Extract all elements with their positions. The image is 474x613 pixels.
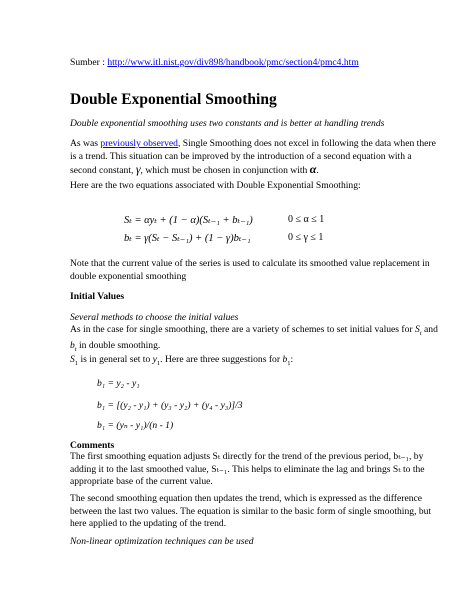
intro-end: . <box>316 165 319 176</box>
suggestion-2: b₁ = [(y₂ - y₁) + (y₃ - y₂) + (y₄ - y₃)]/3 <box>97 400 243 411</box>
b1-symbol: b <box>282 354 288 365</box>
source-line <box>70 57 440 70</box>
previously-observed-link[interactable]: previously observed <box>100 138 178 149</box>
intro-mid2: , which must be chosen in conjunction with <box>140 165 310 176</box>
comments-paragraph-1: The first smoothing equation adjusts Sₜ directly for the trend of the previous period, bₜ₋₁, by adding it to the last smoothed value, Sₜ₋₁. This helps to eliminate the lag and brings Sₜ to the appropriate base of the current value. <box>70 451 425 487</box>
initial-values-subheading: Several methods to choose the initial values <box>70 312 239 323</box>
intro-mid: , Single Smoothing does not excel in following the data when there is a trend. This situation can be improved by the introduction of a second equation with a second constant, <box>70 138 436 176</box>
gamma-symbol: γ <box>135 162 141 176</box>
initial-values-heading: Initial Values <box>70 291 125 302</box>
nonlinear-note: Non-linear optimization techniques can be used <box>70 536 254 547</box>
subtitle: Double exponential smoothing uses two constants and is better at handling trends <box>70 118 385 129</box>
page-title: Double Exponential Smoothing <box>70 91 277 108</box>
y1-symbol: y <box>152 354 157 365</box>
alpha-constraint: 0 ≤ α ≤ 1 <box>288 214 325 225</box>
suggestion-3: b₁ = (yₙ - y₁)/(n - 1) <box>97 420 174 431</box>
source-label: Sumber : <box>70 57 108 68</box>
iv-text-prefix: As in the case for single smoothing, there are a variety of schemes to set initial values for <box>70 324 416 335</box>
source-link[interactable]: http://www.itl.nist.gov/div898/handbook/pmc/section4/pmc4.htm <box>107 57 359 68</box>
s1-symbol: S <box>70 354 75 365</box>
comments-heading: Comments <box>70 440 115 451</box>
equations-intro: Here are the two equations associated with Double Exponential Smoothing: <box>70 180 361 191</box>
s1-colon: : <box>290 354 294 365</box>
iv-b-sub: t <box>74 346 77 354</box>
s1-line <box>70 354 440 370</box>
intro-paragraph <box>70 138 440 178</box>
gamma-constraint: 0 ≤ γ ≤ 1 <box>288 232 324 243</box>
y1-sub: 1 <box>156 359 161 367</box>
comments-paragraph-2: The second smoothing equation then updates the trend, which is expressed as the difference between the last two values. The equation is similar to the basic form of single smoothing, but here applied to the updating of the trend. <box>70 493 432 529</box>
alpha-symbol: α <box>309 162 317 176</box>
note-paragraph: Note that the current value of the series is used to calculate its smoothed value replacement in double exponential smoothing <box>70 258 430 282</box>
initial-values-paragraph <box>70 324 440 357</box>
suggestion-1: b₁ = y₂ - y₁ <box>97 378 140 389</box>
iv-and: and <box>421 324 438 335</box>
iv-text-suffix: in double smoothing. <box>76 340 161 352</box>
iv-s: S <box>415 324 420 335</box>
equation-level: Sₜ = αyₜ + (1 − α)(Sₜ₋₁ + bₜ₋₁) <box>124 215 253 226</box>
iv-s-sub: t <box>419 329 422 337</box>
b1-sub: 1 <box>287 359 291 367</box>
intro-prefix: As was <box>70 138 101 149</box>
s1-mid: is in general set to <box>78 354 153 365</box>
s1-sub: 1 <box>74 359 79 367</box>
iv-b: b <box>70 340 75 352</box>
equation-trend: bₜ = γ(Sₜ − Sₜ₋₁) + (1 − γ)bₜ₋₁ <box>124 233 251 244</box>
s1-end: . Here are three suggestions for <box>160 354 283 365</box>
